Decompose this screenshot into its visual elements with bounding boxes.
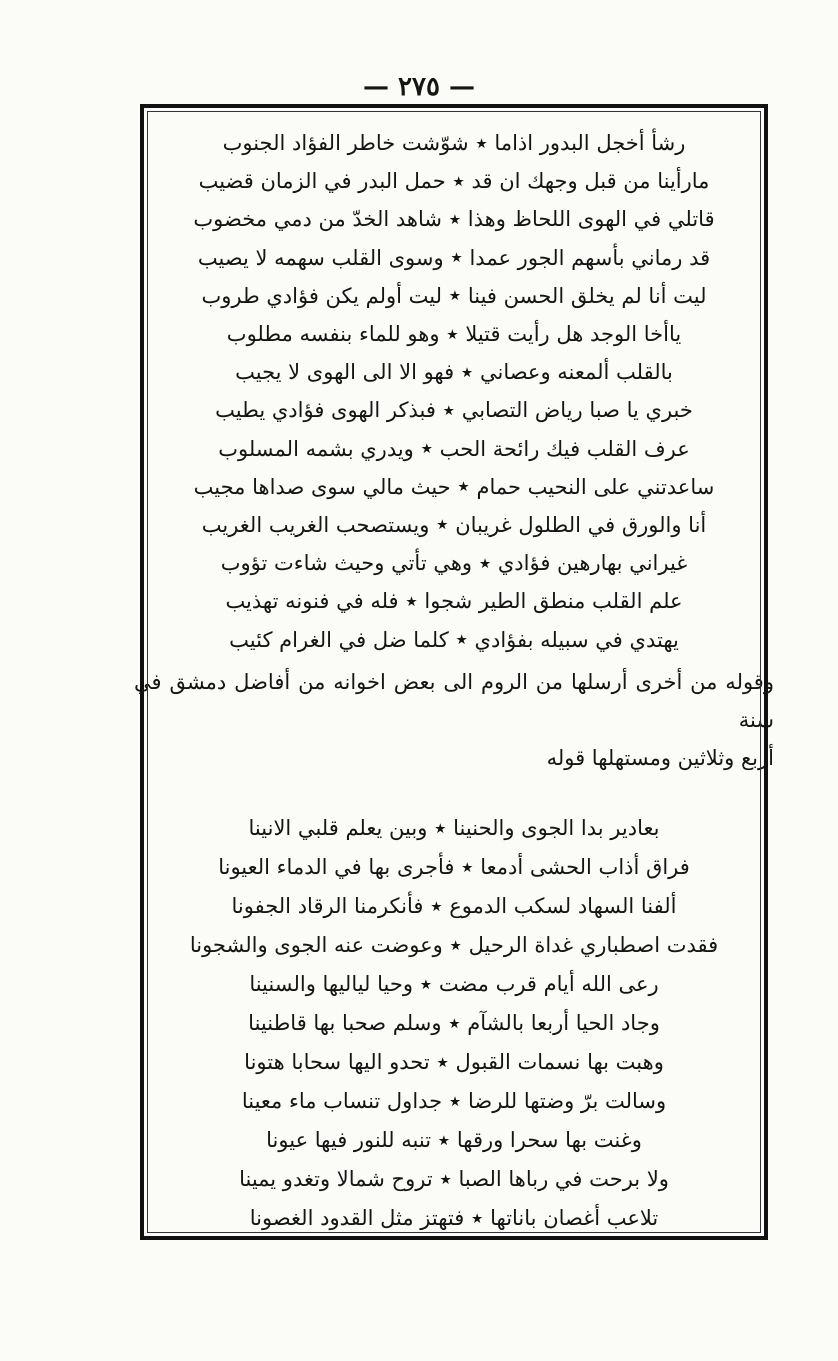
first-hemistich: ولا برحت في رباها الصبا: [458, 1167, 669, 1192]
second-hemistich: فبذكر الهوى فؤادي يطيب: [215, 398, 436, 423]
verse-line: [156, 1043, 752, 1082]
verse-line: [156, 848, 752, 887]
verse-line: [156, 430, 752, 468]
first-hemistich: وسالت برّ وضتها للرضا: [467, 1089, 667, 1114]
verse-line: [156, 544, 752, 582]
verse-line: [156, 239, 752, 277]
second-hemistich: ويدري بشمه المسلوب: [218, 436, 414, 461]
verse-separator: ٭: [440, 1168, 451, 1190]
second-hemistich: شاهد الخدّ من دمي مخضوب: [193, 207, 442, 232]
verse-separator: ٭: [449, 1012, 460, 1034]
verse-line: [156, 926, 752, 965]
verse-line: [156, 277, 752, 315]
verse-line: [156, 965, 752, 1004]
verse-line: [156, 809, 752, 848]
verse-line: [156, 1199, 752, 1238]
page-number: — ٢٧٥ —: [362, 72, 476, 102]
first-hemistich: ساعدتني على النحيب حمام: [476, 474, 715, 499]
verse-separator: ٭: [447, 323, 458, 345]
verse-line: [156, 887, 752, 926]
first-hemistich: قاتلي في الهوى اللحاظ وهذا: [467, 207, 715, 232]
verse-separator: ٭: [450, 1090, 460, 1112]
second-hemistich: حيث مالي سوى صداها مجيب: [193, 474, 451, 499]
verse-separator: ٭: [437, 1051, 448, 1073]
first-hemistich: عرف القلب فيك رائحة الحب: [439, 436, 690, 461]
verse-separator: ٭: [451, 247, 462, 269]
second-hemistich: فله في فنونه تهذيب: [225, 589, 399, 614]
second-hemistich: تحدو اليها سحابا هتونا: [244, 1050, 430, 1075]
second-hemistich: وبين يعلم قلبي الانينا: [248, 816, 428, 841]
verse-line: [156, 353, 752, 391]
verse-separator: ٭: [480, 552, 490, 574]
first-hemistich: رعى الله أيام قرب مضت: [438, 972, 659, 997]
first-hemistich: ألفنا السهاد لسكب الدموع: [449, 894, 677, 919]
verse-separator: ٭: [435, 817, 446, 839]
verse-separator: ٭: [406, 590, 417, 612]
second-hemistich: فأنكرمنا الرقاد الجفونا: [231, 894, 424, 919]
first-hemistich: ياأخا الوجد هل رأيت قتيلا: [465, 322, 682, 347]
verse-line: [156, 162, 752, 200]
text-content: [134, 124, 774, 1231]
verse-separator: ٭: [443, 399, 454, 421]
second-hemistich: جداول تنساب ماء معينا: [241, 1089, 443, 1114]
first-hemistich: رشأ أخجل البدور اذاما: [494, 131, 686, 156]
first-hemistich: غيراني بهارهين فؤادي: [497, 551, 688, 576]
first-hemistich: يهتدي في سبيله بفؤادي: [474, 627, 679, 652]
first-hemistich: فقدت اصطباري غداة الرحيل: [468, 933, 719, 958]
verse-line: [156, 1160, 752, 1199]
prose-line: وقوله من أخرى أرسلها من الروم الى بعض اخوانه من أفاضل دمشق في سنة: [134, 669, 774, 732]
poem-section-1: [156, 124, 752, 659]
second-hemistich: وحيا لياليها والسنينا: [249, 972, 413, 997]
second-hemistich: وسوى القلب سهمه لا يصيب: [197, 245, 444, 270]
verse-separator: ٭: [462, 361, 472, 383]
second-hemistich: ليت أولم يكن فؤادي طروب: [201, 283, 443, 308]
first-hemistich: وغنت بها سحرا ورقها: [456, 1128, 642, 1153]
second-hemistich: فأجرى بها في الدماء العيونا: [218, 855, 455, 880]
verse-line: [156, 1004, 752, 1043]
first-hemistich: بالقلب ألمعنه وعصاني: [479, 360, 673, 385]
verse-separator: ٭: [450, 934, 461, 956]
second-hemistich: فتهتز مثل القدود الغصونا: [249, 1206, 465, 1231]
verse-line: [156, 124, 752, 162]
prose-line: أربع وثلاثين ومستهلها قوله: [546, 745, 774, 770]
first-hemistich: قد رماني بأسهم الجور عمدا: [469, 245, 711, 270]
verse-separator: ٭: [456, 629, 467, 651]
page-frame: [134, 104, 774, 1240]
second-hemistich: فهو الا الى الهوى لا يجيب: [235, 360, 455, 385]
poem-section-2: [156, 809, 752, 1238]
first-hemistich: خبري يا صبا رياض التصابي: [461, 398, 693, 423]
verse-separator: ٭: [472, 1207, 483, 1229]
verse-line: [156, 506, 752, 544]
prose-paragraph: [134, 663, 774, 777]
first-hemistich: علم القلب منطق الطير شجوا: [424, 589, 683, 614]
first-hemistich: تلاعب أغصان باناتها: [490, 1206, 659, 1231]
first-hemistich: أنا والورق في الطلول غريبان: [455, 512, 707, 537]
verse-line: [156, 582, 752, 620]
verse-line: [156, 200, 752, 238]
first-hemistich: وجاد الحيا أربعا بالشآم: [467, 1011, 660, 1036]
first-hemistich: وهبت بها نسمات القبول: [455, 1050, 664, 1075]
verse-separator: ٭: [450, 285, 460, 307]
second-hemistich: حمل البدر في الزمان قضيب: [198, 169, 446, 194]
verse-separator: ٭: [421, 973, 431, 995]
second-hemistich: وهو للماء بنفسه مطلوب: [226, 322, 440, 347]
second-hemistich: وسلم صحبا بها قاطنينا: [248, 1011, 442, 1036]
verse-separator: ٭: [476, 132, 487, 154]
second-hemistich: ويستصحب الغريب الغريب: [201, 512, 430, 537]
second-hemistich: وعوضت عنه الجوى والشجونا: [189, 933, 443, 958]
first-hemistich: مارأينا من قبل وجهك ان قد: [471, 169, 710, 194]
second-hemistich: وهي تأتي وحيث شاءت تؤوب: [220, 551, 473, 576]
verse-line: [156, 391, 752, 429]
second-hemistich: شوّشت خاطر الفؤاد الجنوب: [222, 131, 469, 156]
verse-separator: ٭: [462, 856, 473, 878]
first-hemistich: فراق أذاب الحشى أدمعا: [480, 855, 690, 880]
verse-separator: ٭: [449, 208, 460, 230]
verse-separator: ٭: [439, 1129, 449, 1151]
verse-line: [156, 1082, 752, 1121]
second-hemistich: تنبه للنور فيها عيونا: [266, 1128, 432, 1153]
verse-separator: ٭: [458, 476, 469, 498]
verse-separator: ٭: [421, 438, 432, 460]
second-hemistich: تروح شمالا وتغدو يمينا: [239, 1167, 433, 1192]
verse-separator: ٭: [431, 895, 442, 917]
verse-line: [156, 315, 752, 353]
first-hemistich: ليت أنا لم يخلق الحسن فينا: [467, 283, 707, 308]
first-hemistich: بعادير بدا الجوى والحنينا: [453, 816, 660, 841]
verse-line: [156, 468, 752, 506]
verse-line: [156, 1121, 752, 1160]
verse-separator: ٭: [453, 170, 464, 192]
second-hemistich: كلما ضل في الغرام كئيب: [229, 627, 449, 652]
verse-line: [156, 620, 752, 658]
verse-separator: ٭: [437, 514, 448, 536]
